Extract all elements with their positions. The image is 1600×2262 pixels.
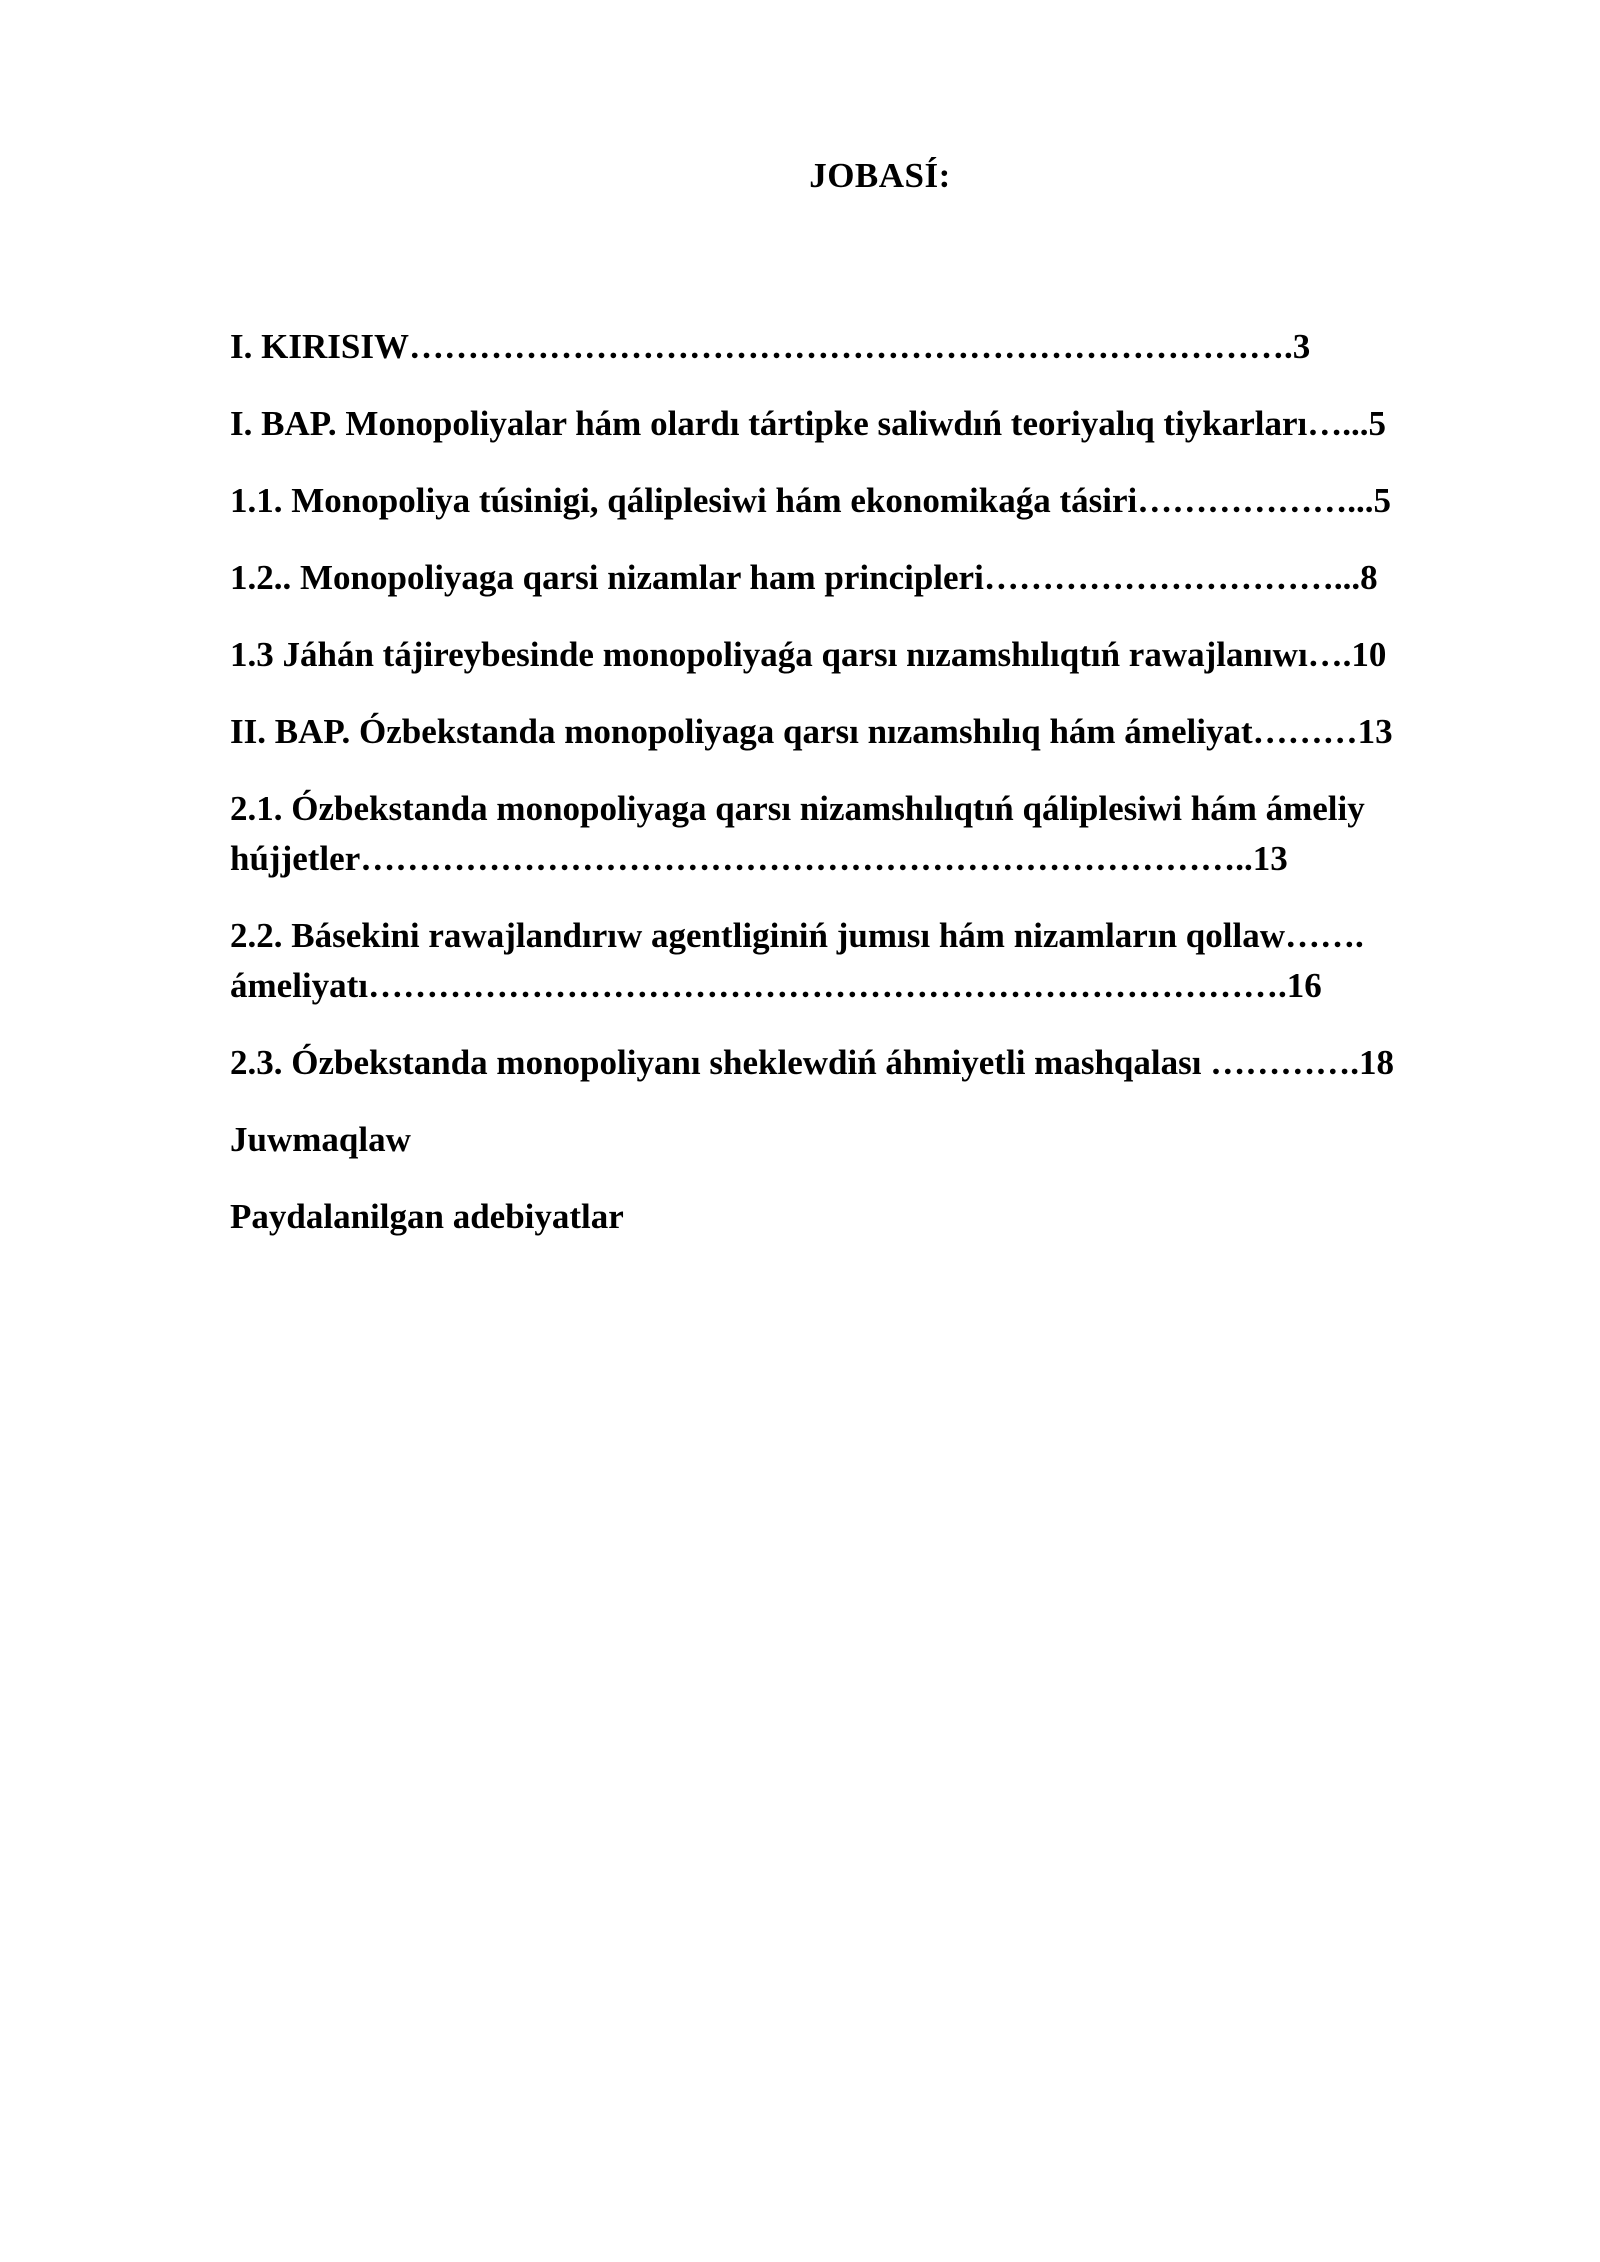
- toc-entry-text: I. KIRISIW………………………………………………………………….3: [230, 327, 1311, 366]
- toc-entry-conclusion: [230, 1115, 1490, 1165]
- toc-entry-chapter-1: [230, 399, 1490, 449]
- toc-entry-text-continued: ámeliyatı…………………………………………………………………….16: [230, 966, 1322, 1005]
- toc-entry-text: 1.1. Monopoliya túsinigi, qáliplesiwi hám ekonomikaǵa tásiri………………...5: [230, 481, 1391, 520]
- table-of-contents: [230, 322, 1490, 1242]
- toc-entry-text: Paydalanilgan adebiyatlar: [230, 1197, 624, 1236]
- toc-entry-chapter-2: [230, 707, 1490, 757]
- toc-entry-section-1-1: [230, 476, 1490, 526]
- toc-entry-section-2-3: [230, 1038, 1490, 1088]
- toc-entry-text: 2.2. Básekini rawajlandırıw agentliginiń jumısı hám nizamların qollaw…….: [230, 916, 1364, 955]
- toc-entry-text-continued: hújjetler…………………………………………………………………..13: [230, 839, 1288, 878]
- toc-entry-text: Juwmaqlaw: [230, 1120, 411, 1159]
- toc-entry-text: 1.2.. Monopoliyaga qarsi nizamlar ham principleri…………………………...8: [230, 558, 1378, 597]
- toc-entry-section-2-1: [230, 784, 1490, 884]
- toc-entry-references: [230, 1192, 1490, 1242]
- toc-entry-section-2-2: [230, 911, 1490, 1011]
- toc-entry-section-1-2: [230, 553, 1490, 603]
- page-title: JOBASÍ:: [809, 156, 951, 195]
- toc-entry-section-1-3: [230, 630, 1490, 680]
- toc-entry-introduction: [230, 322, 1490, 372]
- toc-entry-text: II. BAP. Ózbekstanda monopoliyaga qarsı nızamshılıq hám ámeliyat………13: [230, 712, 1393, 751]
- toc-entry-text: I. BAP. Monopoliyalar hám olardı tártipke saliwdıń teoriyalıq tiykarları…...5: [230, 404, 1387, 443]
- toc-entry-text: 2.3. Ózbekstanda monopoliyanı sheklewdiń áhmiyetli mashqalası ………….18: [230, 1043, 1394, 1082]
- toc-entry-text: 2.1. Ózbekstanda monopoliyaga qarsı nizamshılıqtıń qáliplesiwi hám ámeliy: [230, 789, 1365, 828]
- toc-entry-text: 1.3 Jáhán tájireybesinde monopoliyaǵa qarsı nızamshılıqtıń rawajlanıwı….10: [230, 635, 1387, 674]
